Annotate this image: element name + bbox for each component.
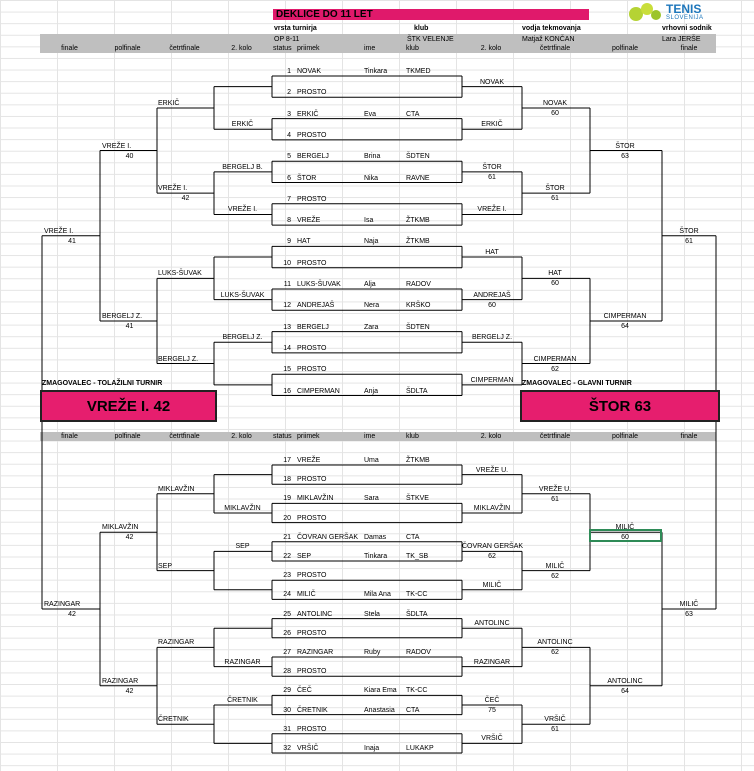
player-club: RADOV <box>406 649 431 656</box>
bracket-entry: RAZINGAR <box>158 639 195 647</box>
player-surname: PROSTO <box>297 476 327 484</box>
bracket-entry: ERKIČ <box>481 121 503 129</box>
player-seed: 31 <box>283 725 291 733</box>
bracket-entry: MILIČ <box>679 601 699 608</box>
col-header-2-kolo-right: 2. kolo <box>480 45 502 52</box>
bracket-entry: ŠTOR <box>482 163 502 171</box>
main-winner-name: ŠTOR 63 <box>588 397 652 415</box>
bracket-entry: CIMPERMAN <box>533 355 577 363</box>
player-surname: PROSTO <box>297 131 327 139</box>
player-surname: CIMPERMAN <box>297 387 340 395</box>
player-firstname: Tinkara <box>364 553 388 560</box>
player-firstname: Alja <box>364 281 376 288</box>
value-referee: Lara JERŠE <box>662 36 701 43</box>
player-seed: 30 <box>283 706 291 714</box>
player-surname: ČEČ <box>297 687 312 695</box>
player-seed: 10 <box>283 259 291 267</box>
bracket-entry: SEP <box>158 562 173 570</box>
player-surname: PROSTO <box>297 725 327 733</box>
bracket-entry: VRŠIČ <box>481 735 503 743</box>
selected-cell[interactable] <box>589 529 662 542</box>
player-seed: 22 <box>283 553 291 560</box>
player-seed: 27 <box>283 649 291 656</box>
bracket-entry: ČEČ <box>484 697 500 704</box>
player-surname: PROSTO <box>297 89 327 97</box>
player-seed: 11 <box>283 281 291 288</box>
player-firstname: Nera <box>364 302 380 310</box>
bracket-score: 42 <box>125 534 134 542</box>
player-surname: PROSTO <box>297 668 327 676</box>
col-header-finale: finale <box>61 433 78 440</box>
col-header-2-kolo: 2. kolo <box>231 45 252 52</box>
label-coordinator: vodja tekmovanja <box>522 25 581 32</box>
col-header-2-kolo: 2. kolo <box>231 433 252 440</box>
bracket-entry: MIKLAVŽIN <box>224 505 261 512</box>
player-surname: LUKS-ŠUVAK <box>297 281 341 288</box>
player-surname: PROSTO <box>297 259 327 267</box>
player-club: ŠDLTA <box>406 610 428 618</box>
player-seed: 5 <box>287 153 291 161</box>
player-seed: 26 <box>283 629 291 637</box>
col-header-cetrtfinale-right: četrtfinale <box>539 433 571 440</box>
bracket-score: 63 <box>685 611 693 618</box>
player-club: RADOV <box>406 281 431 288</box>
player-seed: 21 <box>283 533 291 541</box>
player-club: LUKAKP <box>406 745 434 752</box>
player-surname: ČRETNIK <box>297 706 328 714</box>
player-seed: 29 <box>283 687 291 695</box>
main-winner-label: ZMAGOVALEC - GLAVNI TURNIR <box>522 380 632 387</box>
bracket-entry: MILIČ <box>545 562 565 570</box>
bracket-entry: RAZINGAR <box>473 658 511 666</box>
player-surname: HAT <box>297 238 311 246</box>
player-seed: 25 <box>283 610 291 618</box>
player-seed: 18 <box>283 476 291 484</box>
bracket-entry: HAT <box>485 249 499 257</box>
player-club: ŽTKMB <box>406 217 430 225</box>
player-club: ŠDLTA <box>406 387 428 395</box>
player-firstname: Damas <box>364 533 387 541</box>
player-firstname: Anja <box>364 387 379 395</box>
col-header-finale: finale <box>61 45 78 52</box>
bracket-entry: ANTOLINC <box>537 639 573 647</box>
player-surname: BERGELJ <box>297 323 329 331</box>
player-firstname: Anastasia <box>364 706 395 714</box>
player-club: ŠDTEN <box>406 323 430 331</box>
player-seed: 20 <box>283 514 291 522</box>
bracket-entry: VREŽE U. <box>475 466 509 474</box>
player-surname: RAZINGAR <box>297 649 334 656</box>
bracket-score: 61 <box>551 195 559 203</box>
bracket-entry: VRŠIČ <box>544 716 566 724</box>
player-club: ŠTKVE <box>406 495 429 503</box>
bracket-entry: ŠTOR <box>545 185 565 193</box>
bracket-entry: BERGELJ Z. <box>102 312 143 320</box>
consolation-winner-name: VREŽE I. 42 <box>86 397 171 415</box>
bracket-score: 60 <box>621 534 629 542</box>
player-firstname: Isa <box>364 217 374 225</box>
bracket-entry: ANDREJAŠ <box>473 291 511 299</box>
col-header-2-kolo-right: 2. kolo <box>480 433 502 440</box>
col-header-ime: ime <box>364 433 376 440</box>
bracket-entry: ERKIČ <box>231 121 254 129</box>
player-club: CTA <box>406 110 420 118</box>
bracket-score: 40 <box>125 152 134 160</box>
player-surname: NOVAK <box>297 68 321 75</box>
main-winner-box[interactable] <box>520 390 720 422</box>
col-header-klub: klub <box>406 433 419 440</box>
player-firstname: Zara <box>364 323 379 331</box>
col-header-polfinale-right: polfinale <box>611 433 639 440</box>
player-firstname: Ruby <box>364 649 381 656</box>
player-surname: ANTOLINC <box>297 610 333 618</box>
bracket-entry: VREŽE I. <box>158 185 188 193</box>
bracket-entry: NOVAK <box>480 78 504 86</box>
bracket-entry: BERGELJ B. <box>222 163 263 171</box>
consolation-winner-label: ZMAGOVALEC - TOLAŽILNI TURNIR <box>42 380 163 387</box>
col-header-priimek: priimek <box>297 45 320 52</box>
bracket-entry: MIKLAVŽIN <box>102 524 139 532</box>
bracket-score: 61 <box>551 726 559 734</box>
player-club: TKMED <box>406 68 431 75</box>
player-seed: 13 <box>283 323 291 331</box>
value-club: ŠTK VELENJE <box>407 36 454 43</box>
player-surname: SEP <box>297 553 312 560</box>
player-firstname: Stela <box>364 610 380 618</box>
bracket-score: 60 <box>551 109 559 117</box>
bracket-entry: NOVAK <box>543 99 567 107</box>
player-seed: 32 <box>283 745 291 752</box>
bracket-score: 62 <box>488 553 496 561</box>
consolation-winner-box[interactable] <box>40 390 217 422</box>
player-seed: 2 <box>287 89 291 97</box>
col-header-ime: ime <box>364 45 376 52</box>
bracket-score: 41 <box>125 322 134 330</box>
bracket-score: 61 <box>488 173 496 181</box>
player-seed: 28 <box>283 668 291 676</box>
player-firstname: Kiara Ema <box>364 687 397 695</box>
player-surname: ANDREJAŠ <box>297 302 335 310</box>
col-header-klub: klub <box>406 45 419 52</box>
player-seed: 19 <box>283 495 291 503</box>
col-header-polfinale: polfinale <box>114 433 141 440</box>
bracket-score: 61 <box>685 237 693 245</box>
player-surname: PROSTO <box>297 629 327 637</box>
bracket-score: 42 <box>125 687 134 695</box>
player-surname: PROSTO <box>297 514 327 522</box>
col-header-status: status <box>273 433 292 440</box>
label-referee: vrhovni sodnik <box>662 25 712 32</box>
player-surname: PROSTO <box>297 344 327 352</box>
player-club: TK-CC <box>406 687 428 695</box>
bracket-score: 64 <box>621 687 629 695</box>
bracket-entry: ŠTOR <box>679 227 699 235</box>
logo-text: TENIS <box>666 2 702 16</box>
player-club: ŽTKMB <box>406 238 430 246</box>
player-club: TK_SB <box>406 553 429 560</box>
player-seed: 1 <box>287 68 291 75</box>
bracket-score: 60 <box>551 280 559 288</box>
player-surname: MIKLAVŽIN <box>297 495 334 503</box>
bracket-entry: ERKIČ <box>158 99 180 107</box>
bracket-entry: MIKLAVŽIN <box>473 505 511 512</box>
col-header-cetrtfinale: četrtfinale <box>169 433 200 440</box>
player-seed: 17 <box>283 457 291 464</box>
bracket-entry: RAZINGAR <box>44 601 81 608</box>
player-surname: ERKIČ <box>297 110 319 118</box>
player-seed: 14 <box>283 344 291 352</box>
player-surname: VREŽE <box>297 457 321 464</box>
player-surname: VREŽE <box>297 217 321 225</box>
bracket-score: 42 <box>68 611 76 618</box>
bracket-score: 42 <box>181 195 190 203</box>
player-club: RAVNE <box>406 174 430 182</box>
player-firstname: Nika <box>364 174 379 182</box>
player-seed: 6 <box>287 174 291 182</box>
bracket-score: 63 <box>621 152 629 160</box>
bracket-entry: ČRETNIK <box>158 716 189 724</box>
bracket-entry: CIMPERMAN <box>470 376 514 384</box>
value-tournament-type: OP 8-11 <box>274 36 300 43</box>
bracket-score: 64 <box>621 322 629 330</box>
bracket-entry: VREŽE I. <box>44 227 74 235</box>
bracket-entry: BERGELJ Z. <box>222 334 263 342</box>
player-seed: 4 <box>287 131 291 139</box>
player-seed: 7 <box>287 195 291 203</box>
col-header-cetrtfinale-right: četrtfinale <box>539 45 571 52</box>
bracket-entry: MIKLAVŽIN <box>158 485 195 493</box>
player-surname: PROSTO <box>297 572 327 580</box>
player-club: TK-CC <box>406 591 428 599</box>
bracket-entry: VREŽE U. <box>538 485 572 493</box>
player-firstname: Tinkara <box>364 68 388 75</box>
player-firstname: Mila Ana <box>364 591 391 599</box>
value-coordinator: Matjaž KONČAN <box>522 36 575 43</box>
player-club: CTA <box>406 706 420 714</box>
player-firstname: Brina <box>364 153 381 161</box>
player-surname: PROSTO <box>297 195 327 203</box>
bracket-entry: ANTOLINC <box>474 620 510 628</box>
bracket-entry: VREŽE I. <box>477 206 507 214</box>
bracket-score: 61 <box>551 495 559 503</box>
player-seed: 16 <box>283 387 291 395</box>
logo-subtext: SLOVENIJA <box>666 15 704 21</box>
bracket-score: 75 <box>488 707 496 714</box>
bracket-entry: ANTOLINC <box>607 677 643 685</box>
player-club: KRŠKO <box>406 302 431 310</box>
player-seed: 3 <box>287 110 291 118</box>
tournament-title: DEKLICE DO 11 LET <box>273 9 589 20</box>
col-header-priimek: priimek <box>297 433 320 440</box>
player-surname: ŠTOR <box>297 174 317 182</box>
bracket-entry: ČOVRAN GERŠAK <box>462 543 524 551</box>
player-firstname: Inaja <box>364 745 380 752</box>
bracket-entry: HAT <box>548 270 562 278</box>
player-firstname: Naja <box>364 238 379 246</box>
label-tournament-type: vrsta turnirja <box>274 25 317 32</box>
bracket-entry: RAZINGAR <box>102 677 139 685</box>
player-firstname: Sara <box>364 495 379 503</box>
bracket-score: 41 <box>68 237 76 245</box>
bracket-entry: CIMPERMAN <box>603 312 647 320</box>
player-club: ŠDTEN <box>406 153 430 161</box>
bracket-entry: MILIČ <box>615 524 635 532</box>
player-club: CTA <box>406 533 420 541</box>
player-seed: 15 <box>283 366 291 374</box>
player-surname: MILIČ <box>297 591 316 599</box>
bracket-entry: ČRETNIK <box>227 697 258 704</box>
bracket-entry: BERGELJ Z. <box>471 334 513 342</box>
player-firstname: Eva <box>364 110 377 118</box>
bracket-entry: RAZINGAR <box>224 658 261 666</box>
bracket-entry: BERGELJ Z. <box>158 355 199 363</box>
bracket-entry: MILIČ <box>482 581 502 589</box>
bracket-entry: ŠTOR <box>615 142 635 150</box>
player-surname: PROSTO <box>297 366 327 374</box>
bracket-score: 60 <box>488 301 496 309</box>
col-header-finale-right: finale <box>680 45 698 52</box>
col-header-polfinale: polfinale <box>114 45 141 52</box>
player-club: ŽTKMB <box>406 457 430 464</box>
player-firstname: Uma <box>364 457 379 464</box>
col-header-status: status <box>273 45 292 52</box>
player-seed: 8 <box>287 217 291 225</box>
label-club: klub <box>414 25 429 32</box>
player-surname: ČOVRAN GERŠAK <box>297 533 359 541</box>
player-seed: 23 <box>283 572 291 580</box>
col-header-finale-right: finale <box>680 433 698 440</box>
bracket-entry: VREŽE I. <box>227 206 258 214</box>
col-header-polfinale-right: polfinale <box>611 45 639 52</box>
bracket-entry: SEP <box>235 543 250 551</box>
player-seed: 9 <box>287 238 291 246</box>
player-surname: VRŠIČ <box>297 745 319 752</box>
bracket-score: 62 <box>551 365 559 373</box>
bracket-entry: LUKS-ŠUVAK <box>220 291 265 299</box>
player-surname: BERGELJ <box>297 153 329 161</box>
bracket-score: 62 <box>551 572 559 580</box>
bracket-entry: LUKS-ŠUVAK <box>158 270 202 278</box>
col-header-cetrtfinale: četrtfinale <box>169 45 200 52</box>
player-seed: 12 <box>283 302 291 310</box>
player-seed: 24 <box>283 591 291 599</box>
bracket-entry: VREŽE I. <box>102 142 132 150</box>
bracket-score: 62 <box>551 649 559 657</box>
